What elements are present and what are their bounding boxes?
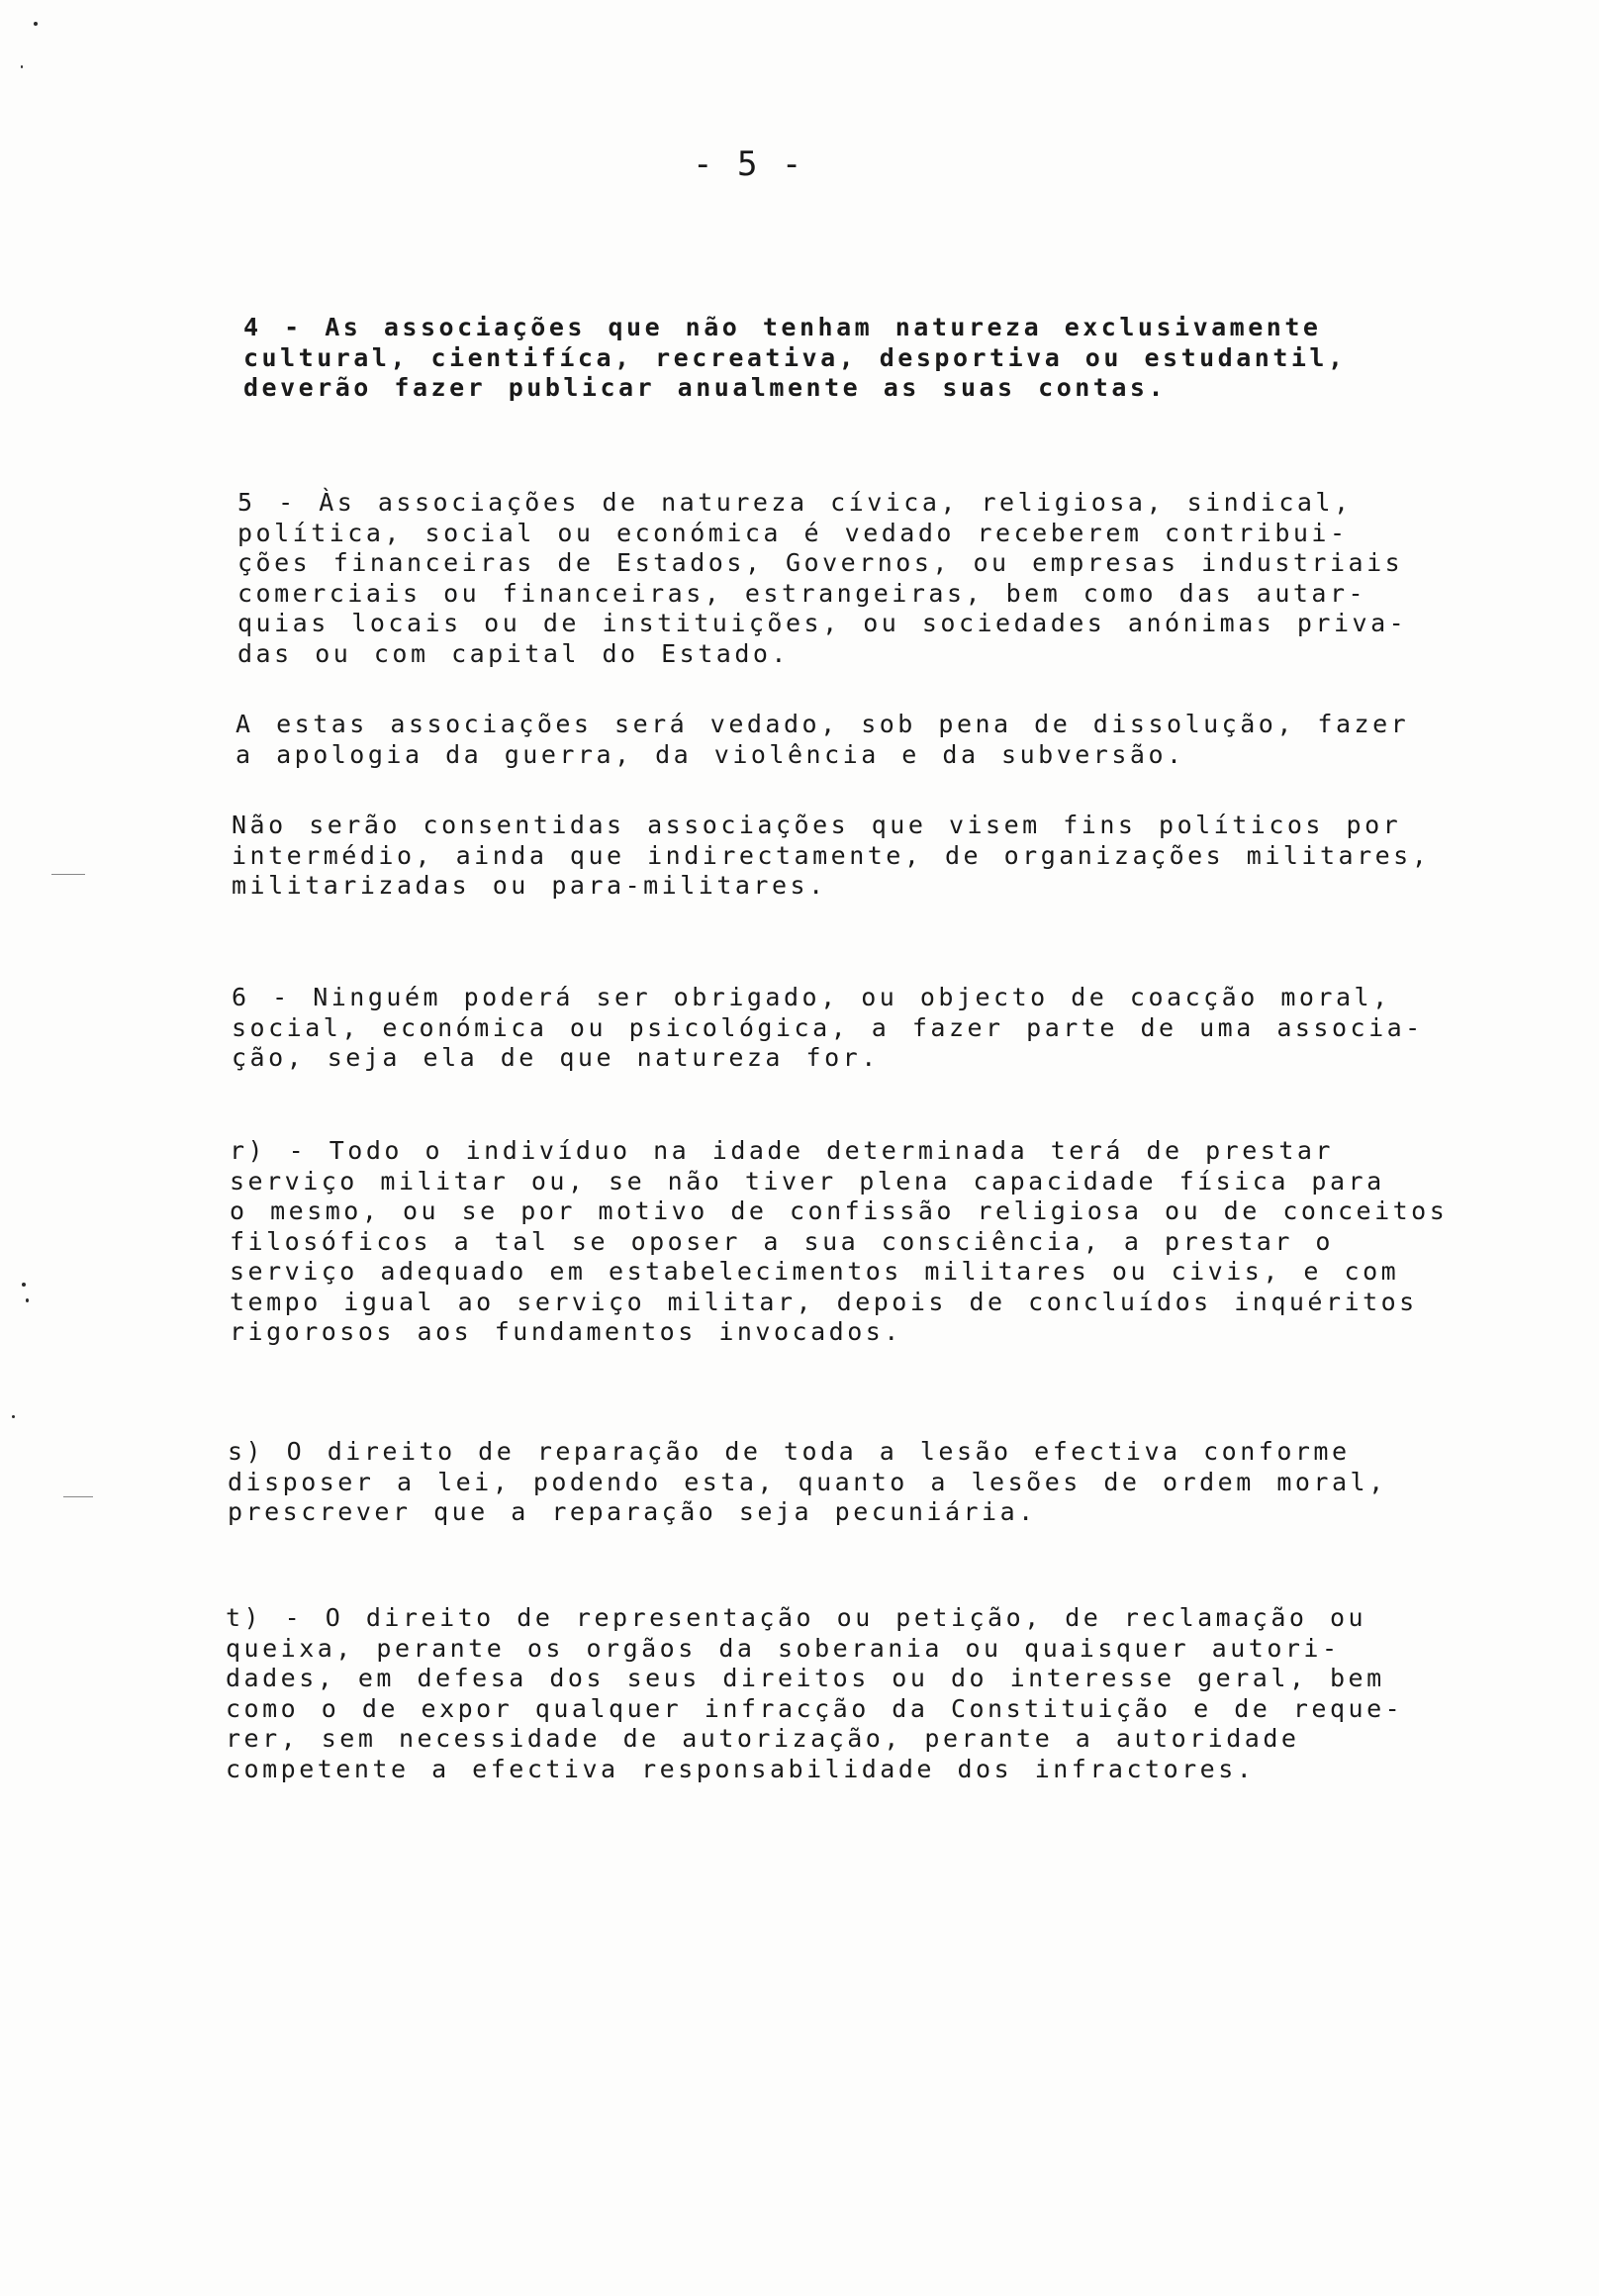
paragraph-5-political bbox=[232, 811, 1430, 902]
text-line: serviço militar ou, se não tiver plena capacidade física para bbox=[230, 1166, 1385, 1196]
text-line: o mesmo, ou se por motivo de confissão religiosa ou de conceitos bbox=[230, 1196, 1449, 1225]
scan-mark bbox=[51, 874, 85, 875]
page-number: - 5 - bbox=[693, 144, 804, 184]
text-line: 6 - Ninguém poderá ser obrigado, ou objecto de coacção moral, bbox=[232, 983, 1391, 1011]
text-line: 5 - Às associações de natureza cívica, religiosa, sindical, bbox=[237, 488, 1353, 517]
scan-speck bbox=[21, 65, 23, 68]
scan-speck bbox=[26, 1298, 29, 1302]
text-line: r) - Todo o indivíduo na idade determinada terá de prestar bbox=[230, 1136, 1334, 1165]
text-line: 4 - As associações que não tenham natureza exclusivamente bbox=[243, 313, 1322, 341]
text-line: prescrever que a reparação seja pecuniária. bbox=[228, 1497, 1037, 1526]
text-line: tempo igual ao serviço militar, depois de concluídos inquéritos bbox=[230, 1287, 1418, 1316]
text-line: ções financeiras de Estados, Governos, ou empresas industriais bbox=[237, 548, 1404, 577]
text-line: rigorosos aos fundamentos invocados. bbox=[230, 1317, 902, 1346]
paragraph-r bbox=[230, 1136, 1448, 1348]
text-line: serviço adequado em estabelecimentos militares ou civis, e com bbox=[230, 1257, 1400, 1286]
text-line: dades, em defesa dos seus direitos ou do interesse geral, bem bbox=[226, 1664, 1385, 1692]
text-line: social, económica ou psicológica, a fazer parte de uma associa- bbox=[232, 1012, 1424, 1042]
text-line: cultural, cientifíca, recreativa, desportiva ou estudantil, bbox=[243, 342, 1347, 372]
text-line: rer, sem necessidade de autorização, perante a autoridade bbox=[226, 1724, 1300, 1753]
scan-speck bbox=[22, 1283, 26, 1287]
text-line: deverão fazer publicar anualmente as suas contas. bbox=[243, 373, 1168, 402]
text-line: como o de expor qualquer infracção da Constituição e de reque- bbox=[226, 1693, 1404, 1723]
text-line: s) O direito de reparação de toda a lesão efectiva conforme bbox=[228, 1437, 1351, 1466]
paragraph-5-apology bbox=[235, 710, 1409, 770]
text-line: filosóficos a tal se oposer a sua consciência, a prestar o bbox=[230, 1226, 1334, 1256]
text-line: competente a efectiva responsabilidade dos infractores. bbox=[226, 1754, 1256, 1783]
text-line: intermédio, ainda que indirectamente, de organizações militares, bbox=[232, 840, 1431, 870]
text-line: queixa, perante os orgãos da soberania ou quaisquer autori- bbox=[226, 1633, 1341, 1663]
text-line: militarizadas ou para-militares. bbox=[232, 871, 827, 900]
text-line: ção, seja ela de que natureza for. bbox=[232, 1043, 880, 1072]
scan-speck bbox=[34, 22, 38, 26]
text-line: quias locais ou de instituições, ou sociedades anónimas priva- bbox=[237, 609, 1408, 637]
paragraph-5 bbox=[237, 488, 1407, 669]
paragraph-4 bbox=[243, 313, 1347, 404]
paragraph-s bbox=[228, 1437, 1387, 1528]
text-line: Não serão consentidas associações que visem fins políticos por bbox=[232, 811, 1402, 839]
text-line: política, social ou económica é vedado receberem contribui- bbox=[237, 518, 1349, 547]
text-line: das ou com capital do Estado. bbox=[237, 638, 790, 668]
text-line: A estas associações será vedado, sob pena de dissolução, fazer bbox=[235, 710, 1410, 738]
paragraph-t bbox=[226, 1603, 1403, 1784]
text-line: disposer a lei, podendo esta, quanto a lesões de ordem moral, bbox=[228, 1467, 1387, 1496]
scan-speck bbox=[12, 1415, 15, 1418]
text-line: comerciais ou financeiras, estrangeiras, bem como das autar- bbox=[237, 578, 1367, 608]
text-line: t) - O direito de representação ou petição, de reclamação ou bbox=[226, 1603, 1367, 1632]
scan-mark bbox=[63, 1496, 93, 1497]
paragraph-6 bbox=[232, 983, 1424, 1074]
text-line: a apologia da guerra, da violência e da subversão. bbox=[235, 739, 1185, 769]
